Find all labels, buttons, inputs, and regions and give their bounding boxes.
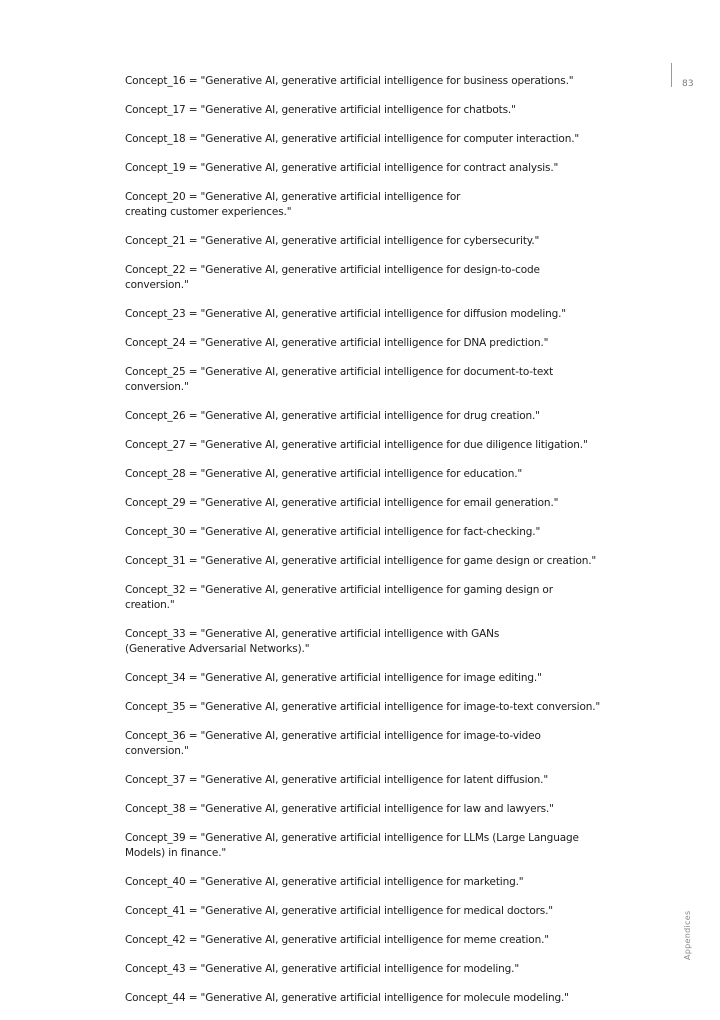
- concept-41: Concept_41 = "Generative AI, generative artificial intelligence for medical doctors.": [125, 905, 553, 917]
- concept-16: Concept_16 = "Generative AI, generative artificial intelligence for business operations.": [125, 75, 574, 87]
- concept-22: Concept_22 = "Generative AI, generative artificial intelligence for design-to-code conversion.": [125, 264, 540, 291]
- concept-35: Concept_35 = "Generative AI, generative artificial intelligence for image-to-text conversion.": [125, 701, 601, 713]
- concept-36: Concept_36 = "Generative AI, generative artificial intelligence for image-to-video conversion.": [125, 730, 541, 757]
- concept-20: Concept_20 = "Generative AI, generative artificial intelligence for creating customer experiences.": [125, 191, 461, 218]
- concept-19: Concept_19 = "Generative AI, generative artificial intelligence for contract analysis.": [125, 162, 559, 174]
- concept-39: Concept_39 = "Generative AI, generative artificial intelligence for LLMs (Large Language Models) in finance.": [125, 832, 579, 859]
- concept-list: [125, 74, 605, 1020]
- concept-26: Concept_26 = "Generative AI, generative artificial intelligence for drug creation.": [125, 410, 540, 422]
- concept-29: Concept_29 = "Generative AI, generative artificial intelligence for email generation.": [125, 497, 559, 509]
- concept-37: Concept_37 = "Generative AI, generative artificial intelligence for latent diffusion.": [125, 774, 549, 786]
- concept-34: Concept_34 = "Generative AI, generative artificial intelligence for image editing.": [125, 672, 542, 684]
- concept-17: Concept_17 = "Generative AI, generative artificial intelligence for chatbots.": [125, 104, 516, 116]
- concept-25: Concept_25 = "Generative AI, generative artificial intelligence for document-to-text conversion.": [125, 366, 554, 393]
- concept-27: Concept_27 = "Generative AI, generative artificial intelligence for due diligence litigation.": [125, 439, 588, 451]
- concept-33: Concept_33 = "Generative AI, generative artificial intelligence with GANs (Generative Adversarial Networks).": [125, 628, 500, 655]
- concept-31: Concept_31 = "Generative AI, generative artificial intelligence for game design or creation.": [125, 555, 597, 567]
- page-number: 83: [682, 79, 694, 89]
- concept-42: Concept_42 = "Generative AI, generative artificial intelligence for meme creation.": [125, 934, 549, 946]
- concept-38: Concept_38 = "Generative AI, generative artificial intelligence for law and lawyers.": [125, 803, 554, 815]
- concept-28: Concept_28 = "Generative AI, generative artificial intelligence for education.": [125, 468, 523, 480]
- concept-40: Concept_40 = "Generative AI, generative artificial intelligence for marketing.": [125, 876, 524, 888]
- concept-43: Concept_43 = "Generative AI, generative artificial intelligence for modeling.": [125, 963, 520, 975]
- concept-21: Concept_21 = "Generative AI, generative artificial intelligence for cybersecurity.": [125, 235, 540, 247]
- concept-18: Concept_18 = "Generative AI, generative artificial intelligence for computer interaction.": [125, 133, 580, 145]
- concept-30: Concept_30 = "Generative AI, generative artificial intelligence for fact-checking.": [125, 526, 541, 538]
- concept-24: Concept_24 = "Generative AI, generative artificial intelligence for DNA prediction.": [125, 337, 549, 349]
- concept-44: Concept_44 = "Generative AI, generative artificial intelligence for molecule modeling.": [125, 992, 569, 1004]
- concept-23: Concept_23 = "Generative AI, generative artificial intelligence for diffusion modeling.": [125, 308, 566, 320]
- concept-32: Concept_32 = "Generative AI, generative artificial intelligence for gaming design or creation.": [125, 584, 553, 611]
- page-number-divider: [671, 63, 672, 87]
- section-side-label: Appendices: [683, 910, 692, 960]
